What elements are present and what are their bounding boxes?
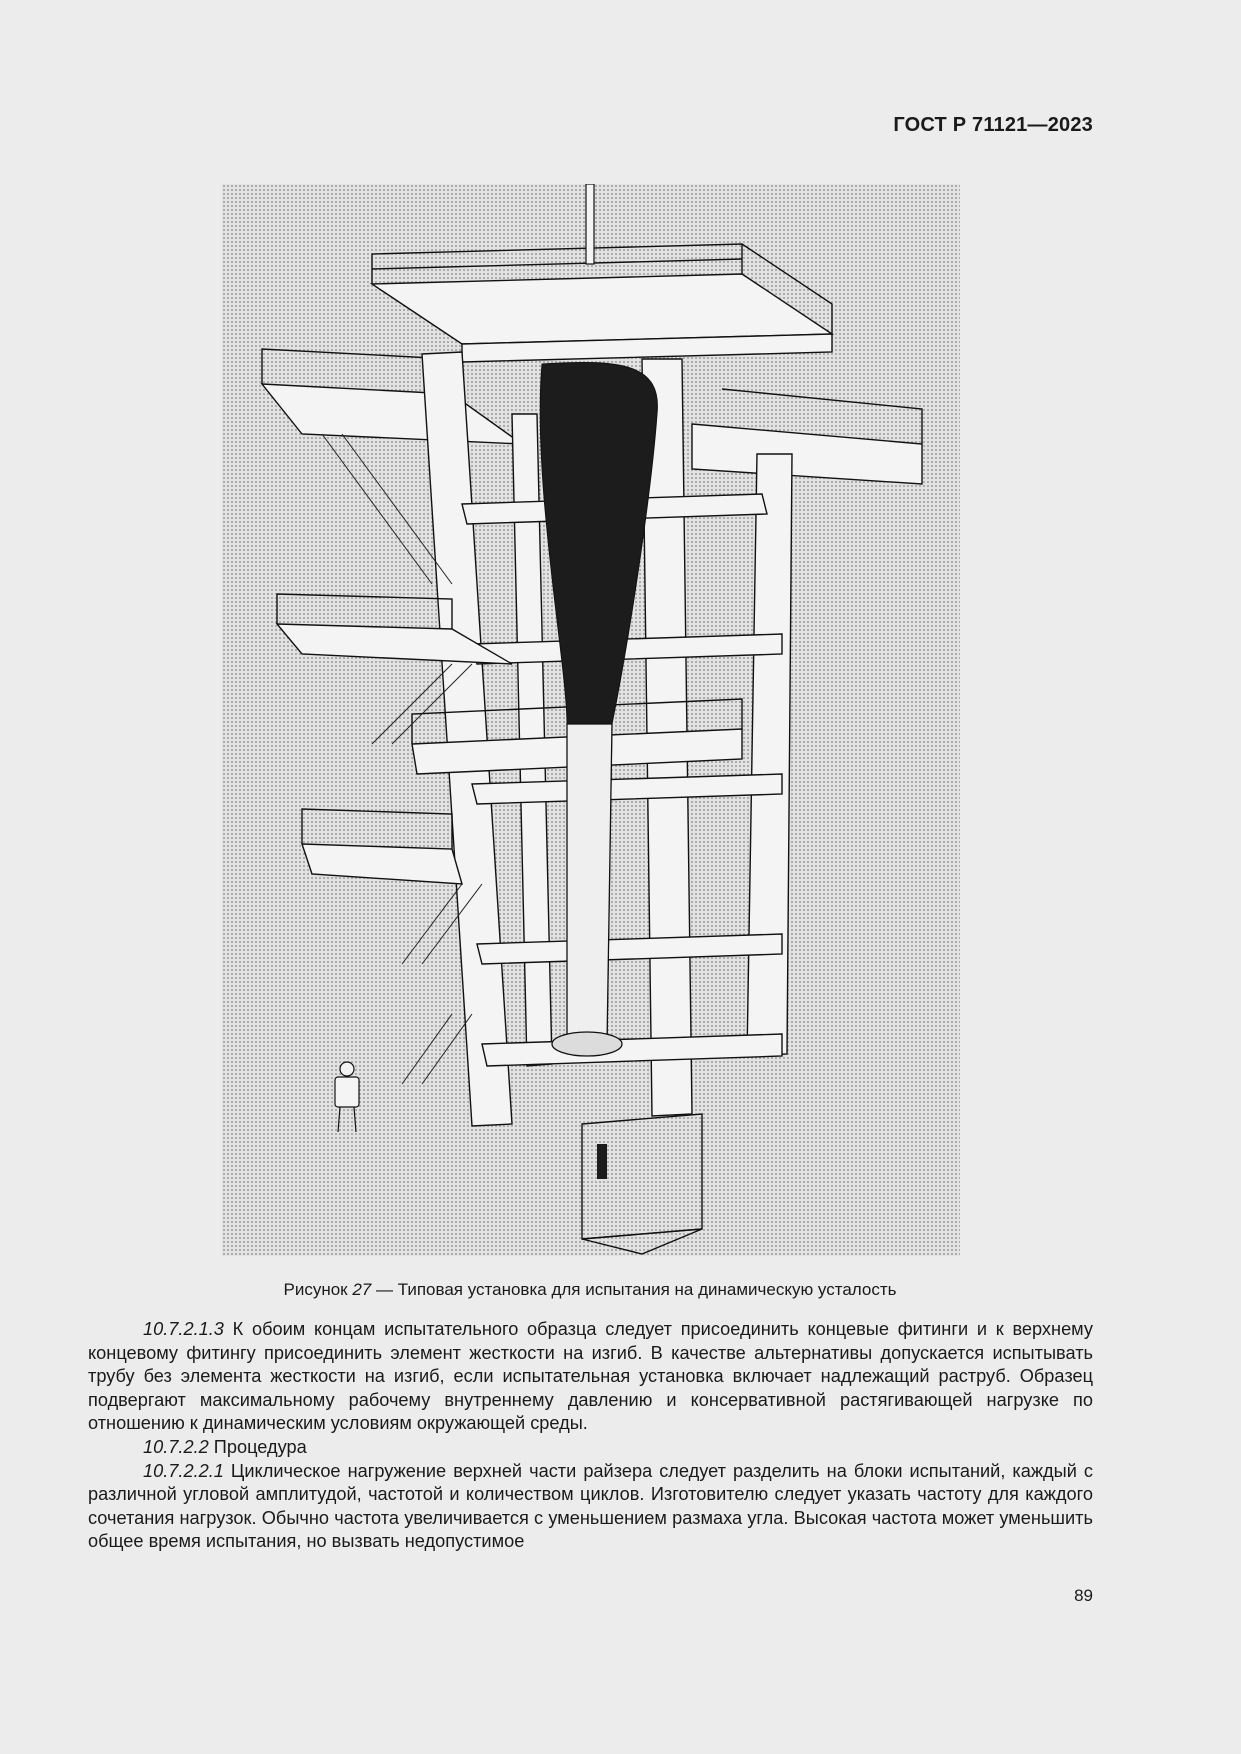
paragraph [88, 1460, 1093, 1554]
test-rig-drawing [222, 184, 960, 1256]
paragraph [88, 1318, 1093, 1436]
test-rig-figure [222, 184, 960, 1256]
caption-text: — Типовая установка для испытания на динамическую усталость [371, 1280, 897, 1299]
caption-prefix: Рисунок [283, 1280, 353, 1299]
paragraph-text: Циклическое нагружение верхней части райзера следует разделить на блоки испытаний, каждый с различной угловой амплитудой, частотой и количеством циклов. Изготовителю следует указать частоту для каждого сочетания нагрузок. Обычно частота увеличивается с уменьшением размаха угла. Высокая частота может уменьшить общее время испытания, но вызвать недопустимое [88, 1460, 1093, 1552]
document-header: ГОСТ Р 71121—2023 [893, 114, 1093, 136]
figure-caption [0, 1280, 1180, 1300]
body-text [88, 1318, 1093, 1554]
clause-number: 10.7.2.2 [143, 1436, 209, 1457]
section-heading [88, 1436, 1093, 1460]
caption-number: 27 [352, 1280, 372, 1299]
clause-number: 10.7.2.2.1 [143, 1460, 224, 1481]
clause-number: 10.7.2.1.3 [143, 1319, 224, 1339]
page-number: 89 [1074, 1586, 1093, 1605]
section-heading-text: Процедура [208, 1436, 307, 1457]
paragraph-text: К обоим концам испытательного образца следует присоединить концевые фитинги и к верхнему концевому фитингу присоединить элемент жесткости на изгиб. В качестве альтернативы допускается испытывать трубу без элемента жесткости на изгиб, если испытательная установка включает надлежащий раструб. Образец подвергают максимальному рабочему внутреннему давлению и консервативной растягивающей нагрузке по отношению к динамическим условиям окружающей среды. [88, 1319, 1093, 1434]
